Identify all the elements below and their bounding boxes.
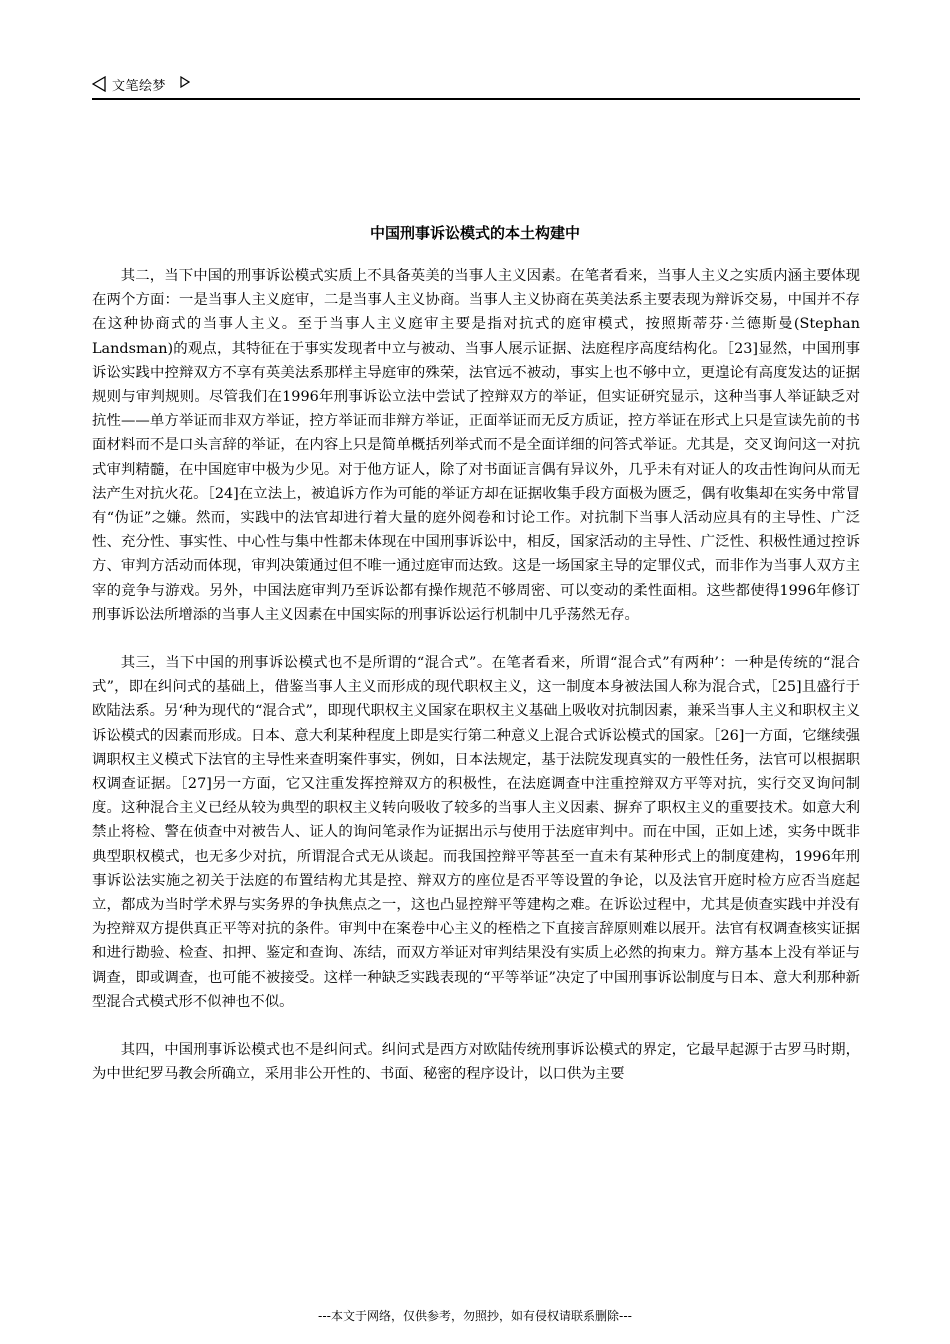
document-body — [92, 264, 860, 1111]
paragraph: 其四，中国刑事诉讼模式也不是纠问式。纠问式是西方对欧陆传统刑事诉讼模式的界定，它最早起源于古罗马时期，为中世纪罗马教会所确立，采用非公开性的、书面、秘密的程序设计，以口供为主要 — [92, 1042, 860, 1083]
paragraph: 其二，当下中国的刑事诉讼模式实质上不具备英美的当事人主义因素。在笔者看来，当事人主义之实质内涵主要体现在两个方面：一是当事人主义庭审，二是当事人主义协商。当事人主义协商在英美法系主要表现为辩诉交易，中国并不存在这种协商式的当事人主义。至于当事人主义庭审主要是指对抗式的庭审模式，按照斯蒂芬·兰德斯曼(Stephan Landsman)的观点，其特征在于事实发现者中立与被动、当事人展示证据、法庭程序高度结构化。［23]显然，中国刑事诉讼实践中控辩双方不享有英美法系那样主导庭审的殊荣，法官远不被动，事实上也不够中立，更遑论有高度发达的证据规则与审判规则。尽管我们在1996年刑事诉讼立法中尝试了控辩双方的举证，但实证研究显示，这种当事人举证缺乏对抗性——单方举证而非双方举证，控方举证而非辩方举证，正面举证而无反方质证，控方举证在形式上只是宣读先前的书面材料而不是口头言辞的举证，在内容上只是简单概括列举式而不是全面详细的问答式举证。尤其是，交叉询问这一对抗式审判精髓，在中国庭审中极为少见。对于他方证人，除了对书面证言偶有异议外，几乎未有对证人的攻击性询问从而无法产生对抗火花。［24]在立法上，被追诉方作为可能的举证方却在证据收集手段方面极为匮乏，偶有收集却在实务中常冒有“伪证”之嫌。然而，实践中的法官却进行着大量的庭外阅卷和讨论工作。对抗制下当事人活动应具有的主导性、广泛性、充分性、事实性、中心性与集中性都未体现在中国刑事诉讼中，相反，国家活动的主导性、广泛性、积极性通过控诉方、审判方活动而体现，审判决策通过但不唯一通过庭审而达致。这是一场国家主导的定罪仪式，而非作为当事人双方主宰的竞争与游戏。另外，中国法庭审判乃至诉讼都有操作规范不够周密、可以变动的柔性面相。这些都使得1996年修订刑事诉讼法所增添的当事人主义因素在中国实际的刑事诉讼运行机制中几乎荡然无存。 — [92, 268, 860, 623]
paragraph: 其三，当下中国的刑事诉讼模式也不是所谓的“混合式”。在笔者看来，所谓“混合式”有两种’：一种是传统的“混合式”，即在纠问式的基础上，借鉴当事人主义而形成的现代职权主义，这一制度本身被法国人称为混合式，［25]且盛行于欧陆法系。另‘种为现代的“混合式”，即现代职权主义国家在职权主义基础上吸收对抗制因素，兼采当事人主义和职权主义诉讼模式的因素而形成。日本、意大利某种程度上即是实行第二种意义上混合式诉讼模式的国家。［26]一方面，它继续强调职权主义模式下法官的主导性来查明案件事实，例如，日本法规定，基于法院发现真实的一般性任务，法官可以根据职权调查证据。［27]另一方面，它又注重发挥控辩双方的积极性，在法庭调查中注重控辩双方平等对抗，实行交叉询问制度。这种混合主义已经从较为典型的职权主义转向吸收了较多的当事人主义因素、摒弃了职权主义的重要技术。如意大利禁止将检、警在侦查中对被告人、证人的询问笔录作为证据出示与使用于法庭审判中。而在中国，正如上述，实务中既非典型职权模式，也无多少对抗，所谓混合式无从谈起。而我国控辩平等甚至一直未有某种形式上的制度建构，1996年刑事诉讼法实施之初关于法庭的布置结构尤其是控、辩双方的座位是否平等设置的争论，以及法官开庭时检方应否当庭起立，都成为当时学术界与实务界的争执焦点之一，这也凸显控辩平等建构之难。在诉讼过程中，尤其是侦查实践中并没有为控辩双方提供真正平等对抗的条件。审判中在案卷中心主义的桎梏之下直接言辞原则难以展开。法官有权调查核实证据和进行勘验、检查、扣押、鉴定和查询、冻结，而双方举证对审判结果没有实质上必然的拘束力。辩方基本上没有举证与调查，即或调查，也可能不被接受。这样一种缺乏实践表现的“平等举证”决定了中国刑事诉讼制度与日本、意大利那种新型混合式模式形不似神也不似。 — [92, 655, 860, 1010]
page-header — [92, 72, 860, 98]
copyright-notice: ---本文于网络，仅供参考，勿照抄，如有侵权请联系删除--- — [318, 1309, 632, 1323]
header-divider — [92, 98, 860, 100]
document-title: 中国刑事诉讼模式的本土构建中 — [369, 224, 580, 242]
right-triangle-outline-icon — [180, 76, 190, 88]
brand-name: 文笔绘梦 — [112, 79, 167, 94]
